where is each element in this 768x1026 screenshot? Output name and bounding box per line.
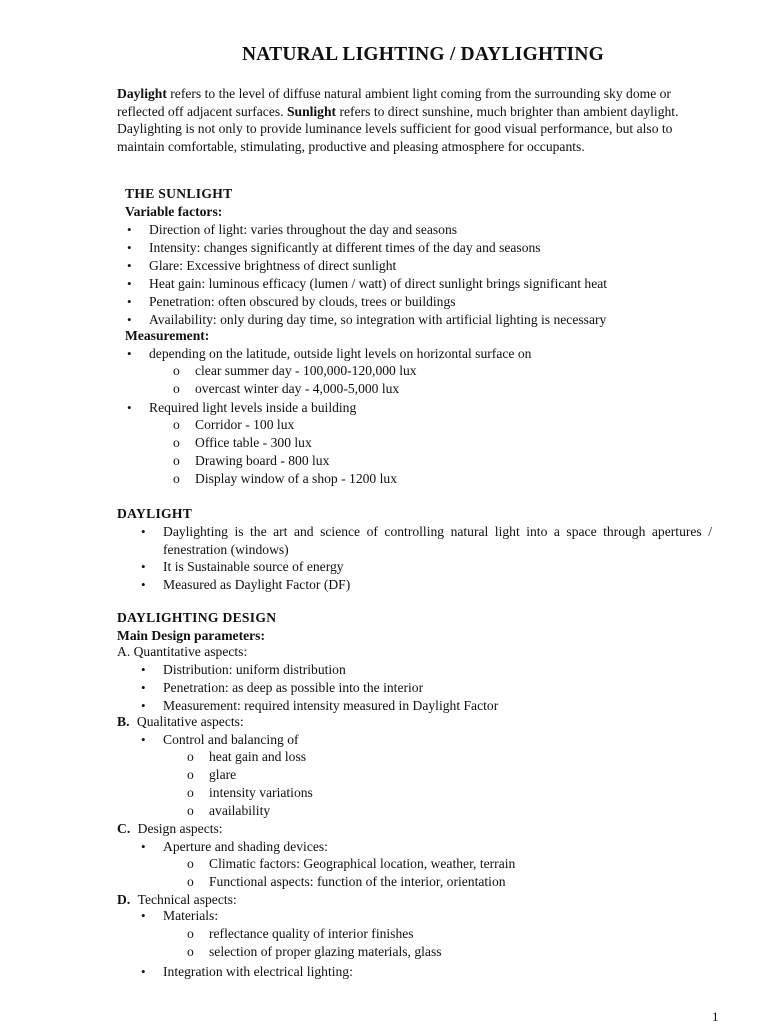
list-item: • Penetration: often obscured by clouds, trees or buildings <box>149 293 456 311</box>
sub-list-item: o Corridor - 100 lux <box>195 416 294 434</box>
intro-paragraph <box>117 85 717 155</box>
list-item: • Intensity: changes significantly at different times of the day and seasons <box>149 239 541 257</box>
sub-list-item: o Display window of a shop - 1200 lux <box>195 470 397 488</box>
section-a-letter: A. <box>117 644 131 659</box>
sub-list-item: o overcast winter day - 4,000-5,000 lux <box>195 380 399 398</box>
sub-list-item: o Climatic factors: Geographical location, weather, terrain <box>209 855 515 873</box>
list-item: • Required light levels inside a building <box>149 399 356 417</box>
list-item: • depending on the latitude, outside light levels on horizontal surface on <box>149 345 531 363</box>
list-item: • Daylighting is the art and science of controlling natural light into a space through apertures / fenestration (windows) <box>163 523 712 558</box>
list-item: • Distribution: uniform distribution <box>163 661 346 679</box>
section-d-title: Technical aspects: <box>137 892 237 907</box>
sub-list-item: o glare <box>209 766 236 784</box>
daylight-definition: refers to the level of diffuse natural ambient light coming from the surrounding sky dome or reflected off adjacent surfaces. <box>117 86 671 119</box>
list-item: • Measured as Daylight Factor (DF) <box>163 576 350 594</box>
sub-list-item: o selection of proper glazing materials, glass <box>209 943 442 961</box>
sub-list-item: o heat gain and loss <box>209 748 306 766</box>
list-item: • Control and balancing of <box>163 731 299 749</box>
daylight-term: Daylight <box>117 86 167 101</box>
section-c-letter: C. <box>117 821 131 836</box>
list-item: • Aperture and shading devices: <box>163 838 328 856</box>
section-c-label <box>117 820 223 838</box>
section-a-title: Quantitative aspects: <box>130 644 248 659</box>
variable-factors-heading: Variable factors: <box>125 204 223 219</box>
sub-list-item: o availability <box>209 802 270 820</box>
sub-list-item: o reflectance quality of interior finishes <box>209 925 414 943</box>
sub-list-item: o Office table - 300 lux <box>195 434 312 452</box>
section-d-label <box>117 891 237 909</box>
list-item: • Heat gain: luminous efficacy (lumen / watt) of direct sunlight brings significant heat <box>149 275 607 293</box>
page-title: NATURAL LIGHTING / DAYLIGHTING <box>242 44 604 65</box>
section-b-title: Qualitative aspects: <box>136 714 244 729</box>
sub-list-item: o clear summer day - 100,000-120,000 lux <box>195 362 417 380</box>
list-item: • Direction of light: varies throughout the day and seasons <box>149 221 457 239</box>
list-item: • Availability: only during day time, so integration with artificial lighting is necessary <box>149 311 606 329</box>
section-d-letter: D. <box>117 892 131 907</box>
section-b-letter: B. <box>117 714 130 729</box>
list-item: • Materials: <box>163 907 218 925</box>
section-b-label <box>117 713 244 731</box>
sub-list-item: o Functional aspects: function of the interior, orientation <box>209 873 506 891</box>
sub-list-item: o intensity variations <box>209 784 313 802</box>
sub-list-item: o Drawing board - 800 lux <box>195 452 329 470</box>
page-number: 1 <box>712 1009 719 1024</box>
measurement-heading: Measurement: <box>125 328 210 343</box>
sunlight-heading: THE SUNLIGHT <box>125 186 233 201</box>
main-parameters-heading: Main Design parameters: <box>117 628 265 643</box>
sunlight-term: Sunlight <box>286 103 337 119</box>
list-item: • Glare: Excessive brightness of direct sunlight <box>149 257 396 275</box>
list-item: • It is Sustainable source of energy <box>163 558 344 576</box>
section-a-label <box>117 643 247 661</box>
section-c-title: Design aspects: <box>137 821 223 836</box>
design-heading: DAYLIGHTING DESIGN <box>117 610 277 625</box>
daylight-heading: DAYLIGHT <box>117 506 193 521</box>
list-item: • Measurement: required intensity measured in Daylight Factor <box>163 697 498 715</box>
list-item: • Integration with electrical lighting: <box>163 963 353 981</box>
sunlight-definition: refers to direct sunshine, much brighter than ambient daylight. Daylighting is not only to provide luminance levels sufficient for good visual performance, but also to maintain comfortable, stimulating, productive and pleasing atmosphere for occupants. <box>117 103 679 154</box>
list-item: • Penetration: as deep as possible into the interior <box>163 679 423 697</box>
